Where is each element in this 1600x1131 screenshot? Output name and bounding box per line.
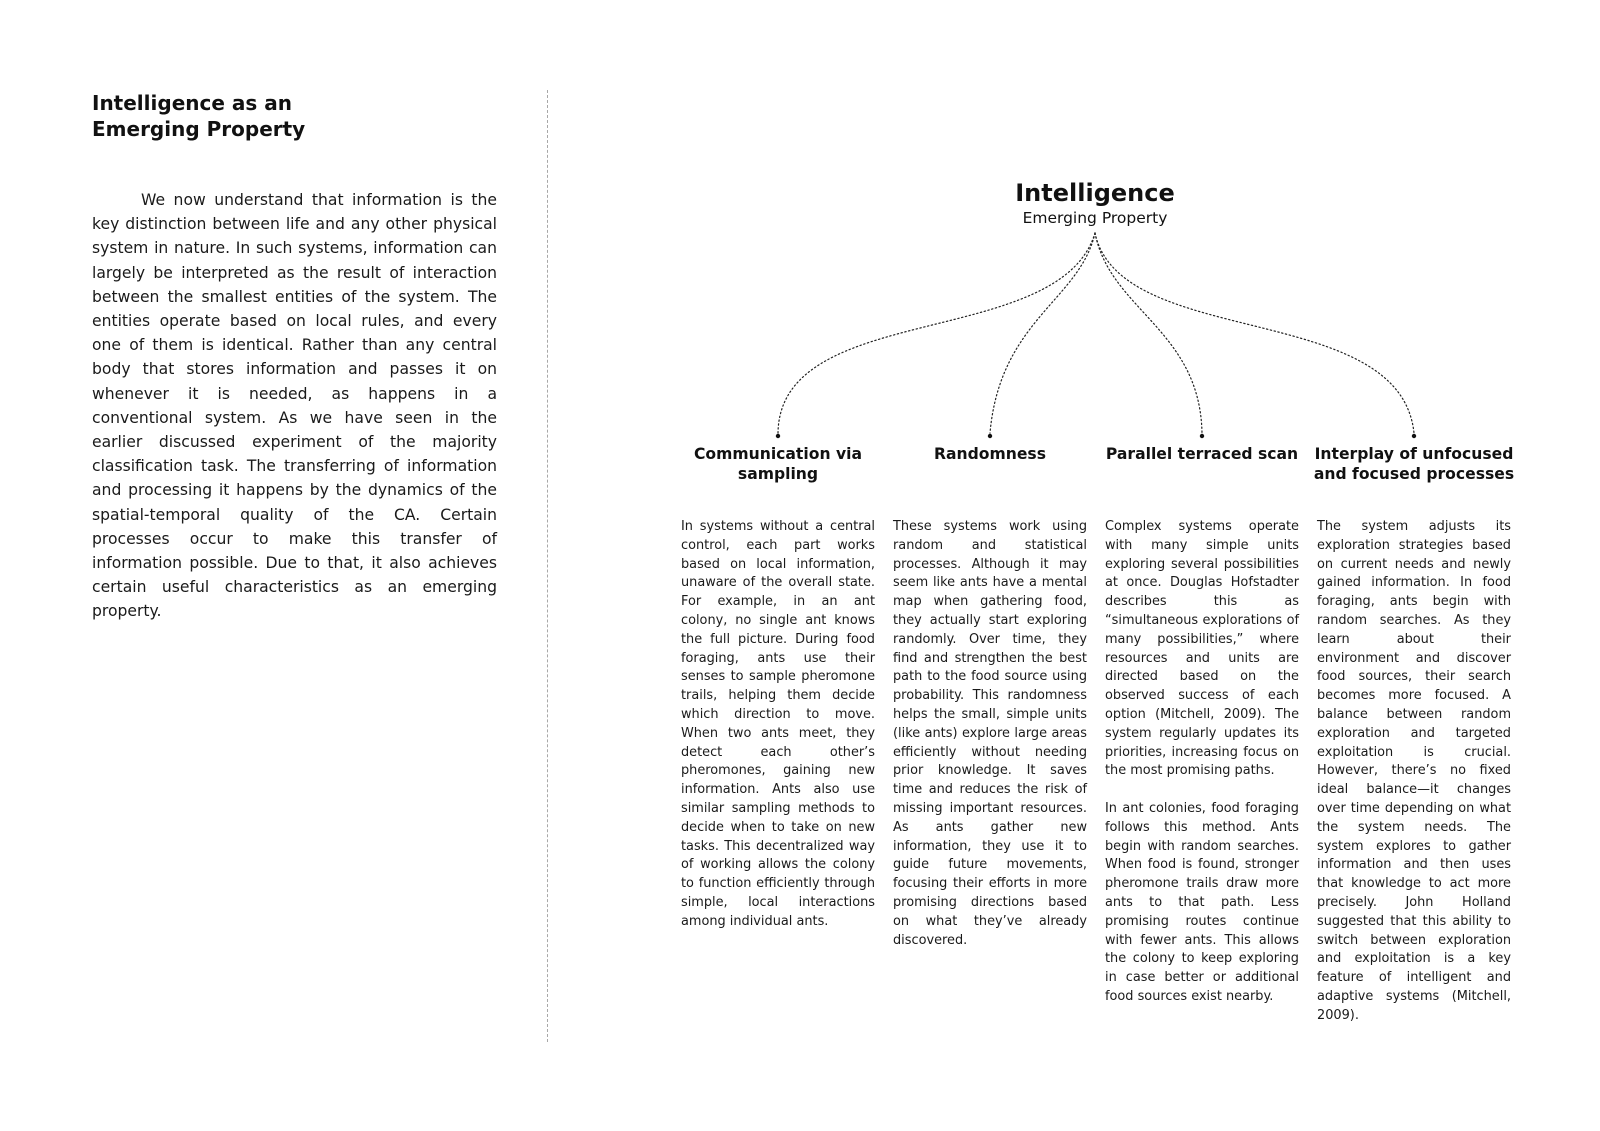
branch-paragraph: In systems without a central control, each part works based on local information, unaware of the overall state. For example, in an ant colony, no single ant knows the full picture. During food foraging, ants use their senses to sample pheromone trails, helping them decide which direction to move. When two ants meet, they detect each other’s pheromones, gaining new information. Ants also use similar sampling methods to decide when to take on new tasks. This decentralized way of working allows the colony to function efficiently through simple, local interactions among individual ants.	[681, 519, 875, 929]
page-title-line-2: Emerging Property	[92, 117, 306, 141]
connector-interplay	[1095, 233, 1414, 433]
intro-paragraph: We now understand that information is the key distinction between life and any other physical system in nature. In such systems, information can largely be interpreted as the result of interaction between the smallest entities of the system. The entities operate based on local rules, and every one of them is identical. Rather than any central body that stores information and passes it on whenever it is needed, as happens in a conventional system. As we have seen in the earlier discussed experiment of the majority classification task. The transferring of information and processing it happens by the dynamics of the spatial-temporal quality of the CA. Certain processes occur to make this transfer of information possible. Due to that, it also achieves certain useful characteristics as an emerging property.	[92, 191, 497, 621]
branch-paragraph: The system adjusts its exploration strategies based on current needs and newly gained information. In food foraging, ants begin with random searches. As they learn about their environment and discover food sources, their search becomes more focused. A balance between random exploration and targeted exploitation is crucial. However, there’s no fixed ideal balance—it changes over time depending on what the system needs. The system explores to gather information and then uses that knowledge to act more precisely. John Holland suggested that this ability to switch between exploration and exploitation is a key feature of intelligent and adaptive systems (Mitchell, 2009).	[1317, 519, 1511, 1023]
diagram-title: Intelligence	[1015, 179, 1175, 207]
connector-node-communication	[776, 434, 780, 438]
diagram-subtitle: Emerging Property	[1022, 209, 1168, 227]
branch-text-communication	[681, 518, 875, 932]
page-title-line-1: Intelligence as an	[92, 91, 292, 115]
connector-parallel	[1095, 233, 1202, 433]
branch-text-parallel	[1105, 518, 1299, 1007]
branch-paragraph: These systems work using random and statistical processes. Although it may seem like ants have a mental map when gathering food, they actually start exploring randomly. Over time, they find and strengthen the best path to the food source using probability. This randomness helps the small, simple units (like ants) explore large areas efficiently without needing prior knowledge. It saves time and reduces the risk of missing important resources. As ants gather new information, they use it to guide future movements, focusing their efforts in more promising directions based on what they’ve already discovered.	[893, 519, 1087, 948]
connector-node-randomness	[988, 434, 992, 438]
branch-text-randomness	[893, 518, 1087, 950]
connector-node-interplay	[1412, 434, 1416, 438]
branch-paragraph: Complex systems operate with many simple units exploring several possibilities at once. Douglas Hofstadter describes this as “simultaneous explorations of many possibilities,” where resources and units are directed based on the observed success of each option (Mitchell, 2009). The system regularly updates its priorities, increasing focus on the most promising paths.	[1105, 519, 1299, 779]
branch-paragraph: In ant colonies, food foraging follows this method. Ants begin with random searches. When food is found, stronger pheromone trails draw more ants to that path. Less promising routes continue with fewer ants. This allows the colony to keep exploring in case better or additional food sources exist nearby.	[1105, 800, 1299, 1004]
branch-text-interplay	[1317, 518, 1511, 1026]
connector-randomness	[990, 233, 1095, 433]
diagram-connectors	[0, 0, 1600, 460]
branch-heading-randomness: Randomness	[934, 445, 1046, 463]
connector-node-parallel	[1200, 434, 1204, 438]
branch-heading-parallel: Parallel terraced scan	[1105, 445, 1299, 463]
connector-communication	[778, 233, 1095, 433]
branch-heading-communication: Communication via sampling	[693, 445, 863, 483]
branch-heading-interplay: Interplay of unfocused and focused processes	[1313, 445, 1515, 483]
